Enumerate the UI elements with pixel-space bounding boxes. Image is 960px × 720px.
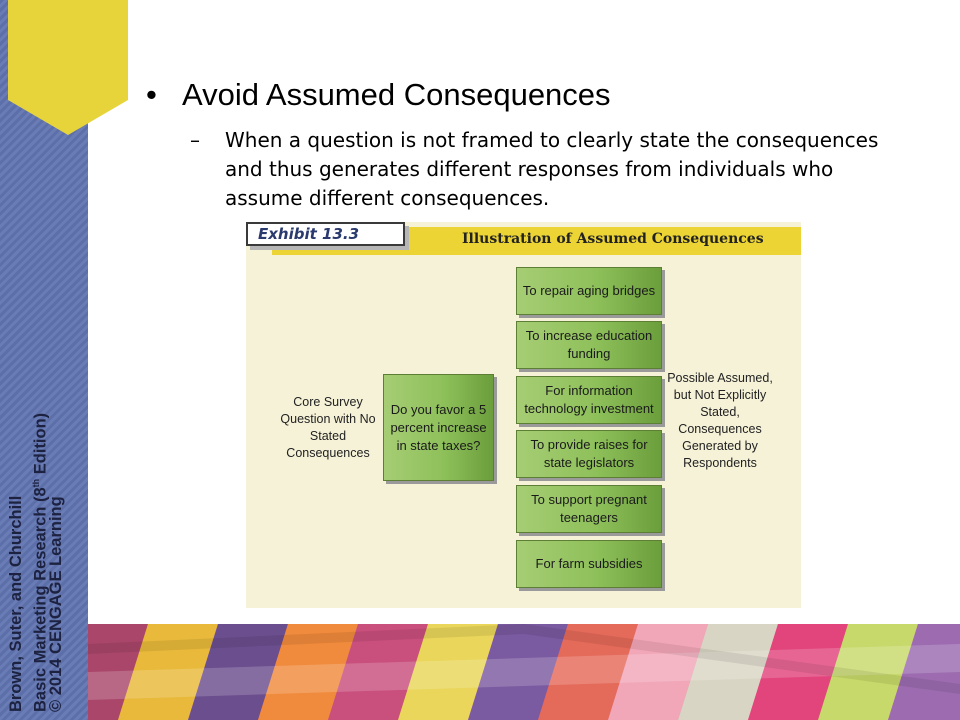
consequence-text: To support pregnant teenagers [531,492,647,525]
consequence-text: To repair aging bridges [522,283,656,298]
consequence-text: For information technology investment [524,383,654,416]
exhibit-figure [246,222,801,608]
sidebar-copyright: © 2014 CENGAGE Learning [47,496,65,712]
assumed-consequences-label: Possible Assumed, but Not Explicitly Stated, Consequences Generated by Respondents [667,371,773,470]
consequence-box [516,430,662,478]
exhibit-label-box [246,222,405,246]
sidebar-book-title: Basic Marketing Research (8th Edition) [31,412,50,712]
consequence-text: To increase education funding [525,328,653,361]
sub-bullet-dash: – [190,128,200,152]
slide-body-text: When a question is not framed to clearly state the consequences and thus generates different responses from individuals who assume different consequences. [225,128,879,210]
core-question-label: Core Survey Question with No Stated Consequences [280,395,376,460]
survey-question-text: Do you favor a 5 percent increase in state taxes? [390,401,487,453]
exhibit-label: Exhibit 13.3 [258,225,360,243]
copyright-sidebar [6,413,66,712]
consequence-text: For farm subsidies [535,556,643,571]
survey-question-box [383,374,494,481]
consequence-box [516,267,662,315]
sidebar-authors: Brown, Suter, and Churchill [7,495,25,712]
exhibit-title: Illustration of Assumed Consequences [462,231,764,247]
bullet-marker: • [146,77,157,112]
slide-heading-text: Avoid Assumed Consequences [182,77,611,112]
bottom-pattern-decoration [88,624,960,720]
consequence-box [516,485,662,533]
yellow-tab-decoration [8,0,128,135]
consequence-box [516,376,662,424]
consequence-text: To provide raises for state legislators [530,437,648,470]
consequence-box [516,540,662,588]
consequence-box [516,321,662,369]
